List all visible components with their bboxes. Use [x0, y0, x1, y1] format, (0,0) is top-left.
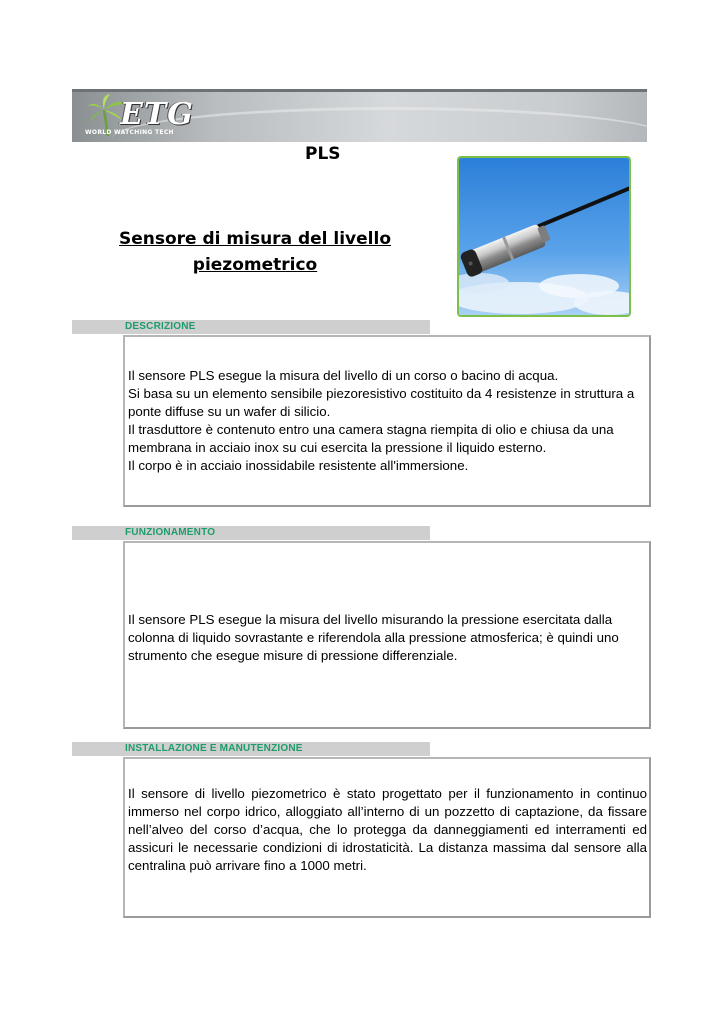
sensor-probe-photo	[457, 156, 631, 317]
logo-text: ETG	[120, 97, 194, 132]
page-title	[95, 226, 415, 278]
section-header-funzionamento	[72, 526, 430, 540]
page-title-line-1: Sensore di misura del livello	[119, 229, 391, 249]
paragraph: Il sensore PLS esegue la misura del livello misurando la pressione esercitata dalla colonna di liquido sovrastante e riferendola alla pressione atmosferica; è quindi uno strumento che esegue misure di pressione differenziale.	[128, 612, 619, 663]
section-title-installazione: INSTALLAZIONE E MANUTENZIONE	[125, 743, 303, 754]
paragraph: Il trasduttore è contenuto entro una camera stagna riempita di olio e chiusa da una membrana in acciaio inox su cui esercita la pressione il liquido esterno.	[128, 422, 614, 455]
product-code: PLS	[305, 144, 341, 164]
page-title-line-2: piezometrico	[192, 255, 318, 275]
section-header-descrizione	[72, 320, 430, 334]
section-text-descrizione	[128, 367, 647, 475]
section-header-installazione	[72, 742, 430, 756]
section-text-installazione	[128, 785, 647, 875]
section-text-funzionamento	[128, 611, 647, 665]
paragraph: Il sensore PLS esegue la misura del livello di un corso o bacino di acqua.	[128, 368, 559, 383]
header-banner	[72, 89, 647, 142]
section-title-descrizione: DESCRIZIONE	[125, 321, 196, 332]
paragraph: Il corpo è in acciaio inossidabile resistente all'immersione.	[128, 458, 469, 473]
logo-tagline: WORLD WATCHING TECH	[85, 129, 174, 136]
section-box-installazione	[123, 757, 651, 918]
section-box-descrizione	[123, 335, 651, 507]
paragraph: Il sensore di livello piezometrico è stato progettato per il funzionamento in continuo immerso nel corpo idrico, alloggiato all’interno di un pozzetto di captazione, da fissare nell’alveo del corso d’acqua, che lo protegga da danneggiamenti ed interramenti ed assicuri le necessarie condizioni di idrostaticità. La distanza massima dal sensore alla centralina può arrivare fino a 1000 metri.	[128, 786, 647, 873]
section-title-funzionamento: FUNZIONAMENTO	[125, 527, 216, 538]
banner-top-line	[72, 89, 647, 92]
paragraph: Si basa su un elemento sensibile piezoresistivo costituito da 4 resistenze in struttura a ponte diffuse su un wafer di silicio.	[128, 386, 635, 419]
section-box-funzionamento	[123, 541, 651, 729]
